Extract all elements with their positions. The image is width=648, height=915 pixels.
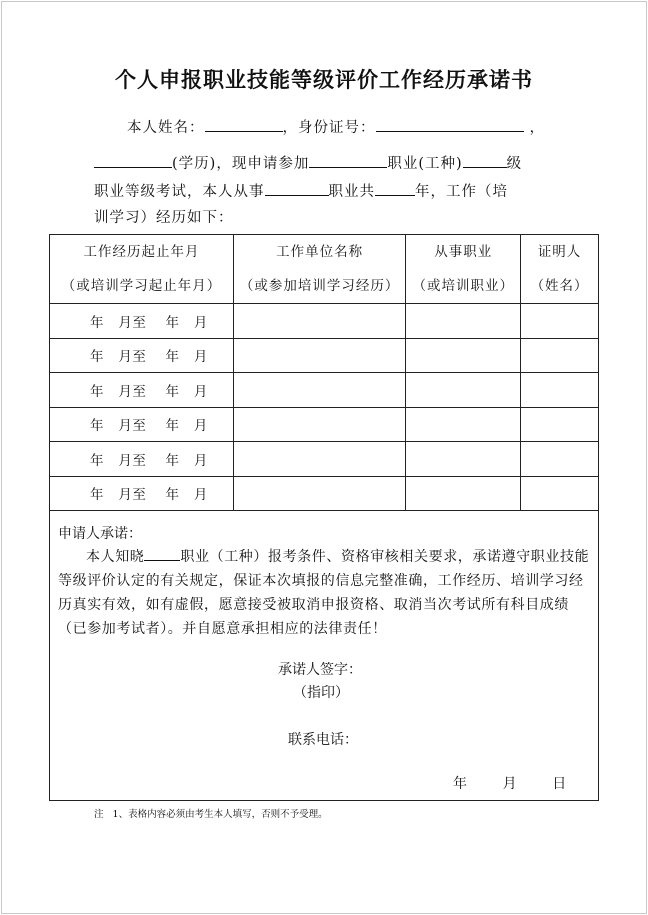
training-label: 年，工作（培 [415, 184, 508, 200]
occupation-cell[interactable] [406, 338, 521, 373]
period-cell[interactable]: 年 月至 年 月 [50, 476, 234, 511]
employer-cell[interactable] [233, 476, 406, 511]
date-line: 年 月 日 [453, 776, 567, 792]
document-title: 个人申报职业技能等级评价工作经历承诺书 [115, 68, 533, 92]
intro-line-2 [94, 152, 522, 173]
level-label: 级 [506, 156, 523, 172]
occupation-label: 职业(工种) [387, 156, 463, 172]
occupation-cell[interactable] [406, 442, 521, 477]
name-blank[interactable] [205, 117, 283, 132]
period-cell[interactable]: 年 月至 年 月 [50, 442, 234, 477]
witness-cell[interactable] [521, 304, 599, 339]
table-row [50, 373, 599, 408]
witness-cell[interactable] [521, 338, 599, 373]
table-row [50, 338, 599, 373]
occupation-cell[interactable] [406, 373, 521, 408]
employer-cell[interactable] [233, 373, 406, 408]
header-witness: 证明人 （姓名） [521, 235, 599, 304]
occupation-cell[interactable] [406, 304, 521, 339]
witness-cell[interactable] [521, 373, 599, 408]
intro-line-3 [94, 180, 508, 201]
years-blank[interactable] [375, 181, 415, 196]
years-label: 职业共 [328, 184, 375, 200]
pledge-occupation-blank[interactable] [144, 547, 180, 561]
fingerprint-label: （指印） [293, 685, 349, 701]
table-row [50, 442, 599, 477]
table-row [50, 304, 599, 339]
intro-line-1 [127, 116, 545, 137]
header-occupation: 从事职业 （或培训职业） [406, 235, 521, 304]
occupation-cell[interactable] [406, 476, 521, 511]
witness-cell[interactable] [521, 476, 599, 511]
id-tail: ， [529, 120, 545, 136]
engaged-occupation-blank[interactable] [265, 181, 329, 196]
table-row [50, 407, 599, 442]
witness-cell[interactable] [521, 407, 599, 442]
id-number-blank[interactable] [376, 117, 524, 132]
pledge-body-start: 本人知晓 [86, 549, 145, 565]
employer-cell[interactable] [233, 442, 406, 477]
header-period: 工作经历起止年月 （或培训学习起止年月） [50, 235, 234, 304]
id-label: ，身份证号： [282, 120, 376, 136]
period-cell[interactable]: 年 月至 年 月 [50, 407, 234, 442]
education-label: (学历)，现申请参加 [172, 156, 310, 172]
witness-cell[interactable] [521, 442, 599, 477]
table-row [50, 476, 599, 511]
signature-label: 承诺人签字： [278, 662, 362, 678]
period-cell[interactable]: 年 月至 年 月 [50, 373, 234, 408]
phone-label: 联系电话： [288, 732, 358, 748]
occupation-cell[interactable] [406, 407, 521, 442]
employer-cell[interactable] [233, 338, 406, 373]
intro-line-4: 训学习）经历如下： [94, 210, 234, 226]
pledge-body-rest: 职业（工种）报考条件、资格审核相关要求，承诺遵守职业技能等级评价认定的有关规定，保证本次填报的信息完整准确，工作经历、培训学习经历真实有效，如有虚假，愿意接受被取消申报资格、取消当次考试所有科目成绩（已参加考试者）。并自愿意承担相应的法律责任！ [58, 549, 590, 637]
period-cell[interactable]: 年 月至 年 月 [50, 338, 234, 373]
employer-cell[interactable] [233, 407, 406, 442]
employer-cell[interactable] [233, 304, 406, 339]
education-blank[interactable] [94, 153, 172, 168]
exam-label: 职业等级考试，本人从事 [94, 184, 265, 200]
pledge-body [58, 545, 594, 641]
experience-table [49, 234, 599, 511]
pledge-section [49, 509, 599, 801]
header-employer: 工作单位名称 （或参加培训学习经历） [233, 235, 406, 304]
occupation-blank[interactable] [309, 153, 387, 168]
table-header-row [50, 235, 599, 304]
name-label: 本人姓名： [127, 120, 205, 136]
level-blank[interactable] [463, 153, 507, 168]
pledge-heading: 申请人承诺： [58, 526, 142, 542]
period-cell[interactable]: 年 月至 年 月 [50, 304, 234, 339]
footnote: 注 1、表格内容必须由考生本人填写，否则不予受理。 [94, 809, 328, 820]
